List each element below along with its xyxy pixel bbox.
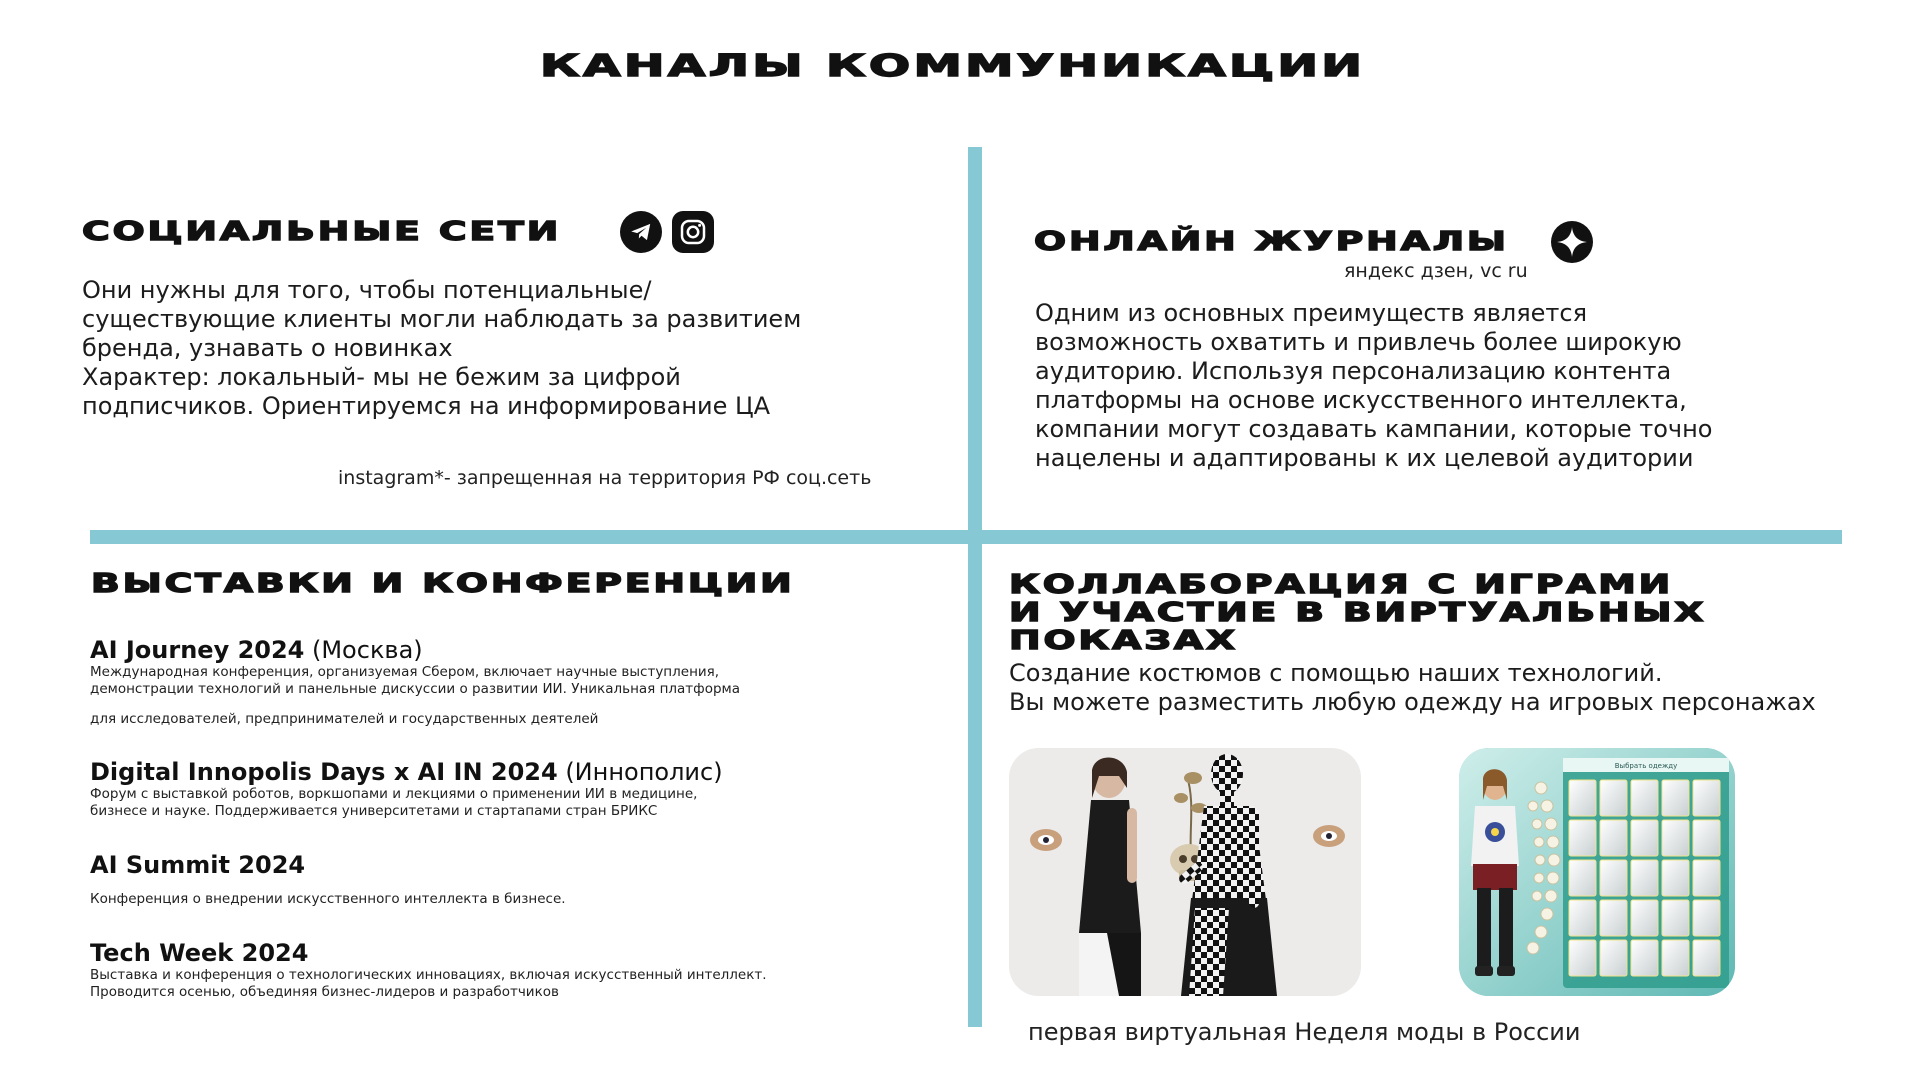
body-line: бренда, узнавать о новинках [82,334,453,362]
collab-body [1009,659,1909,717]
page-title: КАНАЛЫ КОММУНИКАЦИИ [540,49,1366,84]
instagram-icon[interactable] [672,211,714,253]
body-line: существующие клиенты могли наблюдать за развитием [82,305,802,333]
body-line: Одним из основных преимуществ является [1035,299,1588,327]
fashion-week-caption: первая виртуальная Неделя моды в России [1028,1018,1581,1046]
vertical-divider [968,147,982,1027]
clothing-tile [1569,820,1596,856]
horizontal-divider [90,530,1842,544]
clothing-tile [1693,780,1720,816]
online-subtitle: яндекс дзен, vc ru [1344,260,1528,282]
body-line: аудиторию. Используя персонализацию контента [1035,357,1672,385]
collab-title-line: КОЛЛАБОРАЦИЯ С ИГРАМИ [1009,570,1674,600]
event-item [90,939,820,1001]
event-desc-line: Выставка и конференция о технологических инновациях, включая искусственный интеллект. [90,967,767,983]
exhibitions-section-title: ВЫСТАВКИ И КОНФЕРЕНЦИИ [91,569,795,599]
fashion-photo [1009,748,1361,996]
online-body [1035,299,1795,473]
game-screenshot [1459,748,1735,996]
clothing-tile [1693,940,1720,976]
event-desc-line: Конференция о внедрении искусственного интеллекта в бизнесе. [90,891,566,907]
online-section-title: ОНЛАЙН ЖУРНАЛЫ [1034,227,1509,257]
event-city: (Москва) [304,636,423,664]
body-line: Характер: локальный- мы не бежим за цифрой [82,363,681,391]
event-name: Tech Week 2024 [90,939,309,967]
clothing-tile [1662,900,1689,936]
zen-icon[interactable] [1551,221,1593,263]
event-desc-line: для исследователей, предпринимателей и государственных деятелей [90,711,599,727]
event-name: AI Summit 2024 [90,851,306,879]
clothing-tile [1600,820,1627,856]
body-line: компании могут создавать кампании, которые точно [1035,415,1713,443]
body-line: Они нужны для того, чтобы потенциальные/ [82,276,652,304]
collab-title-line: ПОКАЗАХ [1009,626,1238,656]
social-body [82,276,822,421]
clothing-tile [1631,940,1658,976]
clothing-tile [1600,940,1627,976]
body-line: Вы можете разместить любую одежду на игровых персонажах [1009,688,1816,716]
clothing-tile [1569,900,1596,936]
body-line: платформы на основе искусственного интеллекта, [1035,386,1687,414]
event-city: (Иннополис) [557,758,723,786]
body-line: нацелены и адаптированы к их целевой аудитории [1035,444,1694,472]
body-line: подписчиков. Ориентируемся на информирование ЦА [82,392,771,420]
event-item [90,851,820,908]
clothing-tile [1662,860,1689,896]
clothing-tile [1569,940,1596,976]
event-item [90,636,820,728]
instagram-note: instagram*- запрещенная на территория РФ соц.сеть [338,467,872,489]
event-name: Digital Innopolis Days x AI IN 2024 [90,758,558,786]
clothing-tile [1662,940,1689,976]
clothing-tile [1662,820,1689,856]
clothing-tile [1631,900,1658,936]
clothing-tile [1600,780,1627,816]
event-desc-line: Международная конференция, организуемая Сбером, включает научные выступления, [90,664,720,680]
social-section-title: СОЦИАЛЬНЫЕ СЕТИ [82,217,562,247]
clothing-tile [1662,780,1689,816]
clothing-tile [1693,860,1720,896]
body-line: возможность охватить и привлечь более широкую [1035,328,1682,356]
event-item [90,758,820,820]
clothing-tile [1569,860,1596,896]
clothing-tile [1631,780,1658,816]
clothing-tile [1600,860,1627,896]
collab-section-title [1009,571,1706,655]
collab-title-line: И УЧАСТИЕ В ВИРТУАЛЬНЫХ [1009,598,1707,628]
clothing-tile [1600,900,1627,936]
event-desc-line: Форум с выставкой роботов, воркшопами и лекциями о применении ИИ в медицине, [90,786,698,802]
body-line: Создание костюмов с помощью наших технологий. [1009,659,1663,687]
event-name: AI Journey 2024 [90,636,305,664]
game-panel-header: Выбрать одежду [1614,762,1678,770]
clothing-tile [1693,820,1720,856]
event-desc-line: Проводится осенью, объединяя бизнес-лидеров и разработчиков [90,984,559,1000]
event-desc-line: бизнесе и науке. Поддерживается университетами и стартапами стран БРИКС [90,803,658,819]
clothing-tile [1693,900,1720,936]
clothing-tile [1569,780,1596,816]
clothing-tile [1631,820,1658,856]
event-desc-line: демонстрации технологий и панельные дискуссии о развитии ИИ. Уникальная платформа [90,681,741,697]
clothing-tile [1631,860,1658,896]
telegram-icon[interactable] [620,211,662,253]
